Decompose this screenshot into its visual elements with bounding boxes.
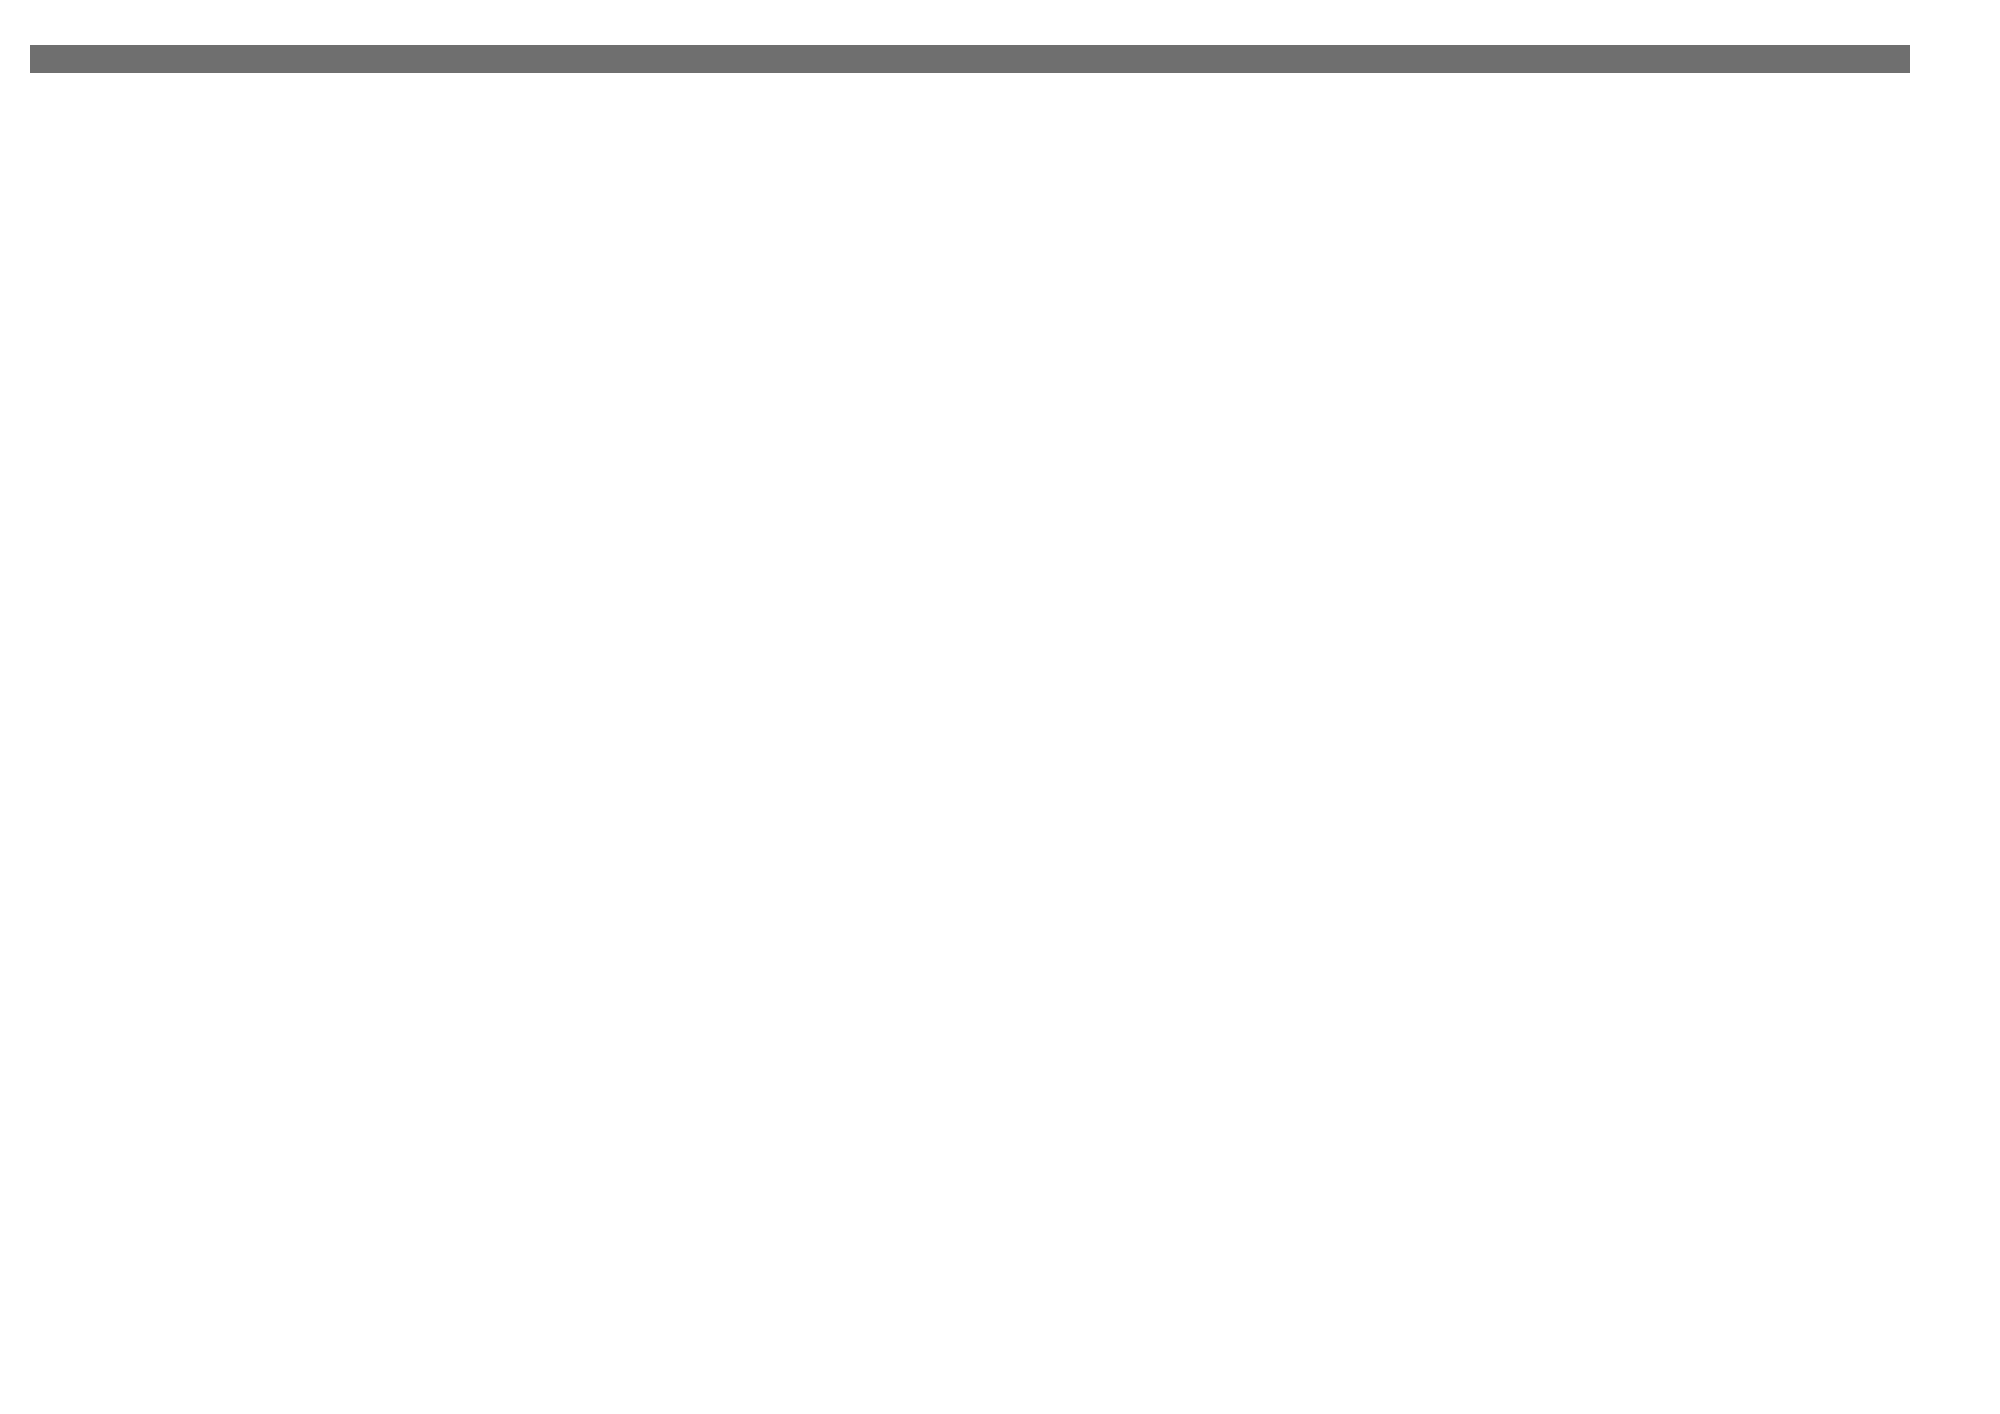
pricing-content [30,45,1910,73]
quantity-header-row [30,45,1910,73]
